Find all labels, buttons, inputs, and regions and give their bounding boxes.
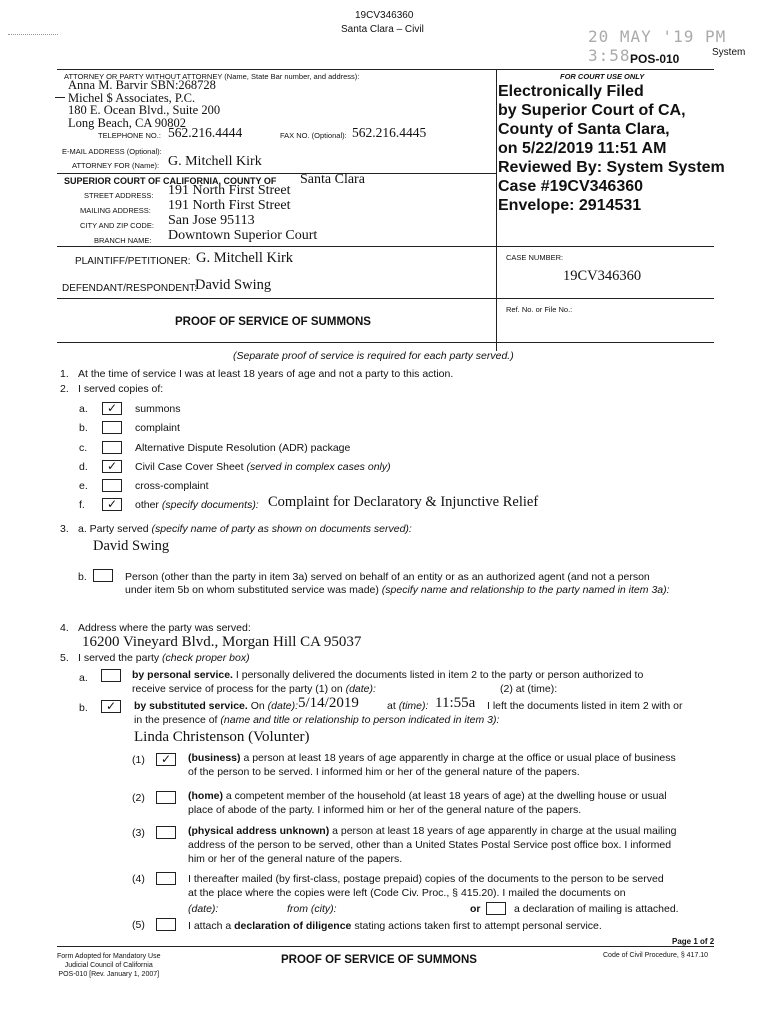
item5b-on: On	[250, 700, 265, 712]
defendant-value: David Swing	[195, 277, 272, 293]
efile-line: by Superior Court of CA,	[498, 102, 686, 119]
efile-line: County of Santa Clara,	[498, 121, 670, 138]
item5b-text2: in the presence of	[134, 714, 218, 726]
title-rule	[57, 298, 714, 299]
sub-line2: of the person to be served. I informed him or her of the general nature of the papers.	[188, 766, 580, 778]
mailing-address-label: MAILING ADDRESS:	[80, 206, 151, 215]
item3b-letter: b.	[78, 571, 87, 583]
sub-line1	[188, 824, 677, 838]
item3b-text: under item 5b on whom substituted service was made)	[125, 584, 379, 596]
substituted-service-checkbox[interactable]: ✓	[101, 700, 121, 713]
item5b-italic: (name and title or relationship to person indicated in item 3):	[220, 714, 500, 726]
parties-rule	[57, 246, 714, 247]
attorney-for-label: ATTORNEY FOR (Name):	[72, 161, 160, 170]
item5a-text2: receive service of process for the party (1) on	[132, 683, 343, 695]
item5b-text: I left the documents listed in item 2 with or	[487, 700, 683, 712]
sub-text: a competent member of the household (at least 18 years of age) at the dwelling house or usual	[225, 790, 667, 802]
party-served: David Swing	[93, 538, 170, 554]
header-court: Santa Clara – Civil	[341, 24, 424, 35]
diligence-checkbox[interactable]	[156, 918, 176, 931]
sub-number: (1)	[132, 754, 145, 766]
branch-label: BRANCH NAME:	[94, 236, 152, 245]
sub4-date-label: (date):	[188, 903, 219, 915]
telephone-value: 562.216.4444	[168, 125, 243, 140]
sub-line2: place of abode of the party. I informed him or her of the general nature of the papers.	[188, 804, 582, 816]
option-label-text: other	[135, 499, 159, 511]
sub-bold: (business)	[188, 752, 241, 764]
email-label: E-MAIL ADDRESS (Optional):	[62, 147, 162, 156]
item5b-line2	[134, 713, 499, 727]
item3b-line2	[125, 583, 670, 597]
option-label: summons	[135, 403, 181, 415]
street-address: 191 North First Street	[168, 183, 291, 198]
item3b-line1: Person (other than the party in item 3a) served on behalf of an entity or as an authorized agent (and not a person	[125, 571, 650, 583]
item5b-time-group	[387, 699, 428, 713]
box-bottom-rule	[57, 342, 714, 343]
item3b-italic: (specify name and relationship to the party named in item 3a):	[381, 584, 670, 596]
fax-value: 562.216.4445	[352, 125, 427, 140]
court-county: Santa Clara	[300, 172, 365, 187]
sub-line1	[188, 789, 667, 803]
item1-number: 1.	[60, 368, 69, 380]
efile-line: Reviewed By: System System	[498, 159, 725, 176]
page-number: Page 1 of 2	[672, 937, 715, 946]
home-checkbox[interactable]	[156, 791, 176, 804]
option-label: Alternative Dispute Resolution (ADR) package	[135, 442, 351, 454]
item5b-letter: b.	[79, 702, 88, 714]
person-served: Linda Christenson (Volunter)	[134, 729, 310, 745]
city-zip-label: CITY AND ZIP CODE:	[80, 221, 154, 230]
item5a-bold: by personal service.	[132, 669, 233, 681]
cover-sheet-checkbox[interactable]: ✓	[102, 460, 122, 473]
defendant-label: DEFENDANT/RESPONDENT:	[62, 283, 198, 294]
option-label	[135, 498, 259, 512]
option-letter: d.	[79, 461, 88, 473]
service-address: 16200 Vineyard Blvd., Morgan Hill CA 95037	[82, 634, 362, 650]
sub-number: (3)	[132, 827, 145, 839]
cross-complaint-checkbox[interactable]	[102, 479, 122, 492]
item3a-label	[78, 522, 412, 536]
plaintiff-value: G. Mitchell Kirk	[196, 250, 294, 266]
court-use-divider	[496, 69, 497, 351]
item5a-line2	[132, 682, 376, 696]
item5a-date-label: (date):	[345, 683, 376, 695]
item5-label: I served the party	[78, 652, 160, 664]
sub-bold: (physical address unknown)	[188, 825, 330, 837]
form-number: POS-010	[630, 52, 680, 66]
attorney-city: Long Beach, CA 90802	[68, 115, 187, 130]
attorney-for-value: G. Mitchell Kirk	[168, 154, 262, 169]
court-rule	[57, 173, 497, 174]
telephone-label: TELEPHONE NO.:	[98, 131, 161, 140]
ref-label: Ref. No. or File No.:	[506, 305, 573, 314]
sub4-line2: at the place where the copies were left (Code Civ. Proc., § 415.20). I mailed the documents on	[188, 887, 626, 899]
footer-council: Judicial Council of California	[64, 962, 153, 969]
sub4-declaration: a declaration of mailing is attached.	[514, 903, 679, 915]
sub5-text1: I attach a	[188, 920, 232, 932]
option-label-italic: (served in complex cases only)	[246, 461, 391, 473]
agent-checkbox[interactable]	[93, 569, 113, 582]
item5a-text: I personally delivered the documents listed in item 2 to the party or person authorized to	[235, 669, 644, 681]
footer-code: Code of Civil Procedure, § 417.10	[603, 952, 709, 959]
sub4-line1: I thereafter mailed (by first-class, postage prepaid) copies of the documents to the person to be served	[188, 873, 664, 885]
adr-checkbox[interactable]	[102, 441, 122, 454]
item5a-time-label: (2) at (time):	[500, 683, 558, 695]
note: (Separate proof of service is required for each party served.)	[233, 350, 514, 362]
sub-line3: him or her of the general nature of the papers.	[188, 853, 403, 865]
address-unknown-checkbox[interactable]	[156, 826, 176, 839]
case-number-value: 19CV346360	[563, 268, 642, 284]
item5-italic: (check proper box)	[162, 652, 250, 664]
item5-number: 5.	[60, 652, 69, 664]
declaration-mailing-checkbox[interactable]	[486, 902, 506, 915]
service-date: 5/14/2019	[298, 695, 359, 711]
footer-form-info	[57, 952, 161, 979]
item1-text: At the time of service I was at least 18 years of age and not a party to this action.	[78, 368, 454, 380]
item5a-line1	[132, 668, 643, 682]
sub-number: (4)	[132, 873, 145, 885]
personal-service-checkbox[interactable]	[101, 669, 121, 682]
item4-number: 4.	[60, 622, 69, 634]
attorney-street: 180 E. Ocean Blvd., Suite 200	[68, 103, 221, 117]
footer-title: PROOF OF SERVICE OF SUMMONS	[281, 954, 477, 966]
efile-line: Envelope: 2914531	[498, 197, 642, 214]
item5b-time-label: (time):	[398, 700, 429, 712]
item2-number: 2.	[60, 383, 69, 395]
attorney-block	[68, 79, 220, 129]
margin-dash	[55, 97, 65, 98]
sub5-text2: stating actions taken first to attempt personal service.	[354, 920, 602, 932]
branch-name: Downtown Superior Court	[168, 228, 318, 243]
other-documents-value: Complaint for Declaratory & Injunctive Relief	[268, 494, 539, 510]
footer-rule	[57, 946, 714, 947]
item5b-at: at	[387, 700, 396, 712]
sub-text: a person at least 18 years of age apparently in charge at the office or usual place of business	[243, 752, 676, 764]
sub-line1	[188, 751, 676, 765]
sub-number: (2)	[132, 792, 145, 804]
sub4-from-label: from (city):	[287, 903, 337, 915]
footer-form-adopted: Form Adopted for Mandatory Use	[57, 953, 161, 960]
item3a-text: a. Party served	[78, 523, 149, 535]
item5b-bold: by substituted service.	[134, 700, 248, 712]
case-number-label: CASE NUMBER:	[506, 253, 564, 262]
option-letter: f.	[79, 499, 85, 511]
sub-text: a person at least 18 years of age apparently in charge at the usual mailing	[332, 825, 677, 837]
efile-stamp	[498, 82, 725, 215]
mailed-checkbox[interactable]	[156, 872, 176, 885]
option-letter: b.	[79, 422, 88, 434]
item5-text	[78, 651, 250, 665]
option-label: cross-complaint	[135, 480, 209, 492]
court-label: SUPERIOR COURT OF CALIFORNIA, COUNTY OF	[64, 176, 277, 186]
other-documents-checkbox[interactable]: ✓	[102, 498, 122, 511]
attorney-label: ATTORNEY OR PARTY WITHOUT ATTORNEY (Name, State Bar number, and address):	[64, 72, 360, 81]
sub5-bold: declaration of diligence	[234, 920, 352, 932]
attorney-firm: Michel $ Associates, P.C.	[68, 90, 196, 105]
top-rule	[57, 69, 714, 70]
filed-stamp: 20 MAY '19 PM 3:58	[588, 27, 727, 65]
option-label	[135, 460, 391, 474]
option-letter: a.	[79, 403, 88, 415]
item2-text: I served copies of:	[78, 383, 164, 395]
fax-label: FAX NO. (Optional):	[280, 131, 347, 140]
efile-line: Electronically Filed	[498, 83, 644, 100]
scan-mark	[8, 34, 58, 38]
form-title: PROOF OF SERVICE OF SUMMONS	[175, 316, 371, 328]
header-case-number: 19CV346360	[355, 10, 414, 21]
item3-number: 3.	[60, 523, 69, 535]
item4-text: Address where the party was served:	[78, 622, 251, 634]
efile-line: on 5/22/2019 11:51 AM	[498, 140, 667, 157]
street-address-label: STREET ADDRESS:	[84, 191, 154, 200]
efile-line: Case #19CV346360	[498, 178, 644, 195]
item5a-letter: a.	[79, 672, 88, 684]
court-use-label: FOR COURT USE ONLY	[560, 72, 645, 81]
system-label: System	[712, 47, 746, 58]
option-letter: e.	[79, 480, 88, 492]
complaint-checkbox[interactable]	[102, 421, 122, 434]
summons-checkbox[interactable]: ✓	[102, 402, 122, 415]
item5b-line1	[134, 699, 298, 713]
sub-line2: address of the person to be served, other than a United States Postal Service post office box. I informed	[188, 839, 672, 851]
option-label-italic: (specify documents):	[161, 499, 259, 511]
city-zip: San Jose 95113	[168, 213, 255, 228]
plaintiff-label: PLAINTIFF/PETITIONER:	[75, 256, 191, 267]
sub-bold: (home)	[188, 790, 223, 802]
sub-number: (5)	[132, 919, 145, 931]
item3a-italic: (specify name of party as shown on documents served):	[151, 523, 412, 535]
business-checkbox[interactable]: ✓	[156, 753, 176, 766]
option-letter: c.	[79, 442, 88, 454]
sub5-text	[188, 919, 602, 933]
sub4-or: or	[470, 903, 481, 915]
option-label-text: Civil Case Cover Sheet	[135, 461, 244, 473]
footer-rev: POS-010 [Rev. January 1, 2007]	[58, 971, 160, 978]
attorney-name: Anna M. Barvir SBN:268728	[68, 78, 216, 92]
service-time: 11:55a	[435, 695, 476, 711]
mailing-address: 191 North First Street	[168, 198, 291, 213]
option-label: complaint	[135, 422, 180, 434]
item5b-date-label: (date):	[267, 700, 299, 712]
